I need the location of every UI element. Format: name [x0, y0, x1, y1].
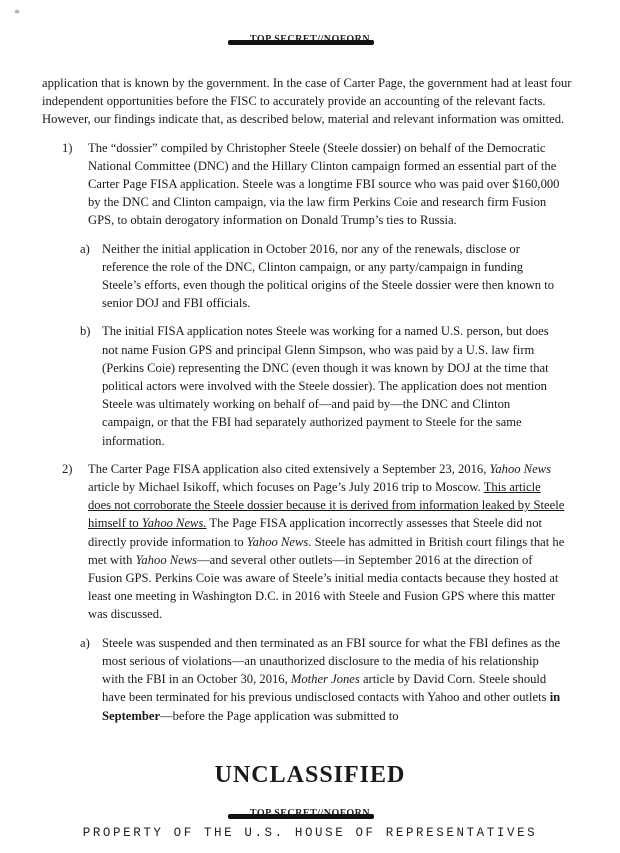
- text-run: article by David Corn. Steele should have been terminated for his previous undisclosed contacts with Yahoo and other outlets: [102, 672, 550, 705]
- sub-item-1b-text: The initial FISA application notes Steele was working for a named U.S. person, but does not name Fusion GPS and principal Glenn Simpson, who was paid by a U.S. law firm (Perkins Coie) representing the DNC (even though it was known by DOJ at the time that political actors were involved with the Steele dossier). The application does not mention Steele was ultimately working on behalf of—and paid by—the DNC and Clinton campaign, or that the FBI had separately authorized payment to Steele for the same information.: [102, 324, 549, 448]
- list-item-1-text: The “dossier” compiled by Christopher Steele (Steele dossier) on behalf of the Democratic National Committee (DNC) and the Hillary Clinton campaign formed an essential part of the Carter Page FISA application. Steele was a longtime FBI source who was paid over $160,000 by the DNC and Clinton campaign, via the law firm Perkins Coie and research firm Fusion GPS, to obtain derogatory information on Donald Trump’s ties to Russia.: [88, 140, 560, 228]
- unclassified-stamp: UNCLASSIFIED: [214, 762, 406, 788]
- text-run: This article does not corroborate the Steele dossier because it is derived from information leaked by Steele himself to: [88, 480, 565, 531]
- italic-publication: Yahoo News.: [141, 516, 207, 531]
- sub-item-2a: [42, 634, 582, 725]
- property-footer: PROPERTY OF THE U.S. HOUSE OF REPRESENTATIVES: [82, 826, 538, 840]
- intro-paragraph: application that is known by the government. In the case of Carter Page, the government had at least four independent opportunities before the FISC to accurately provide an accounting of the relevant facts. However, our findings indicate that, as described below, material and relevant information was omitted.: [42, 76, 572, 127]
- text-run: —and several other outlets—in September 2016 at the direction of Fusion GPS. Perkins Coie was aware of Steele’s initial media contacts because they hosted at least one meeting in Washington D.C. in 2016 with Steele and Fusion GPS where this matter was discussed.: [88, 552, 559, 622]
- italic-publication: Yahoo News: [246, 534, 309, 549]
- sub-marker-2a: a): [80, 635, 90, 650]
- redaction-bar-bottom: [228, 814, 374, 819]
- text-run: article by Michael Isikoff, which focuses on Page’s July 2016 trip to Moscow.: [88, 480, 484, 495]
- list-item-2-text: [84, 460, 566, 624]
- list-item-2: [42, 460, 582, 624]
- text-run: . Steele has admitted in British court filings that he met with: [88, 534, 565, 567]
- sub-marker-1a: a): [80, 241, 90, 256]
- sub-item-2a-text: [100, 634, 562, 725]
- italic-publication: Mother Jones: [290, 672, 360, 687]
- bold-emphasis: in September: [102, 690, 561, 723]
- text-run: —before the Page application was submitted to: [160, 708, 399, 723]
- text-run: The Carter Page FISA application also cited extensively a September 23, 2016,: [88, 461, 490, 476]
- text-run: The Page FISA application incorrectly assesses that Steele did not directly provide information to: [88, 516, 543, 549]
- list-marker-2: 2): [62, 461, 73, 476]
- corner-mark: *: [14, 6, 20, 20]
- italic-publication: Yahoo News: [135, 552, 198, 567]
- redaction-bar-top: [228, 40, 374, 45]
- list-marker-1: 1): [62, 140, 73, 155]
- sub-item-1a-text: Neither the initial application in October 2016, nor any of the renewals, disclose or reference the role of the DNC, Clinton campaign, or any party/campaign in funding Steele’s efforts, even though the political origins of the Steele dossier were then known to senior DOJ and FBI officials.: [102, 241, 554, 311]
- list-item-1: [42, 139, 582, 230]
- sub-item-1b: [42, 322, 582, 449]
- sub-item-1a: [42, 240, 582, 313]
- memo-body: [42, 74, 582, 735]
- sub-marker-1b: b): [80, 324, 91, 339]
- text-run: Steele was suspended and then terminated as an FBI source for what the FBI defines as the most serious of violations—an unauthorized disclosure to the media of his relationship with the FBI in an October 30, 2016,: [102, 635, 561, 687]
- italic-publication: Yahoo News: [489, 461, 551, 476]
